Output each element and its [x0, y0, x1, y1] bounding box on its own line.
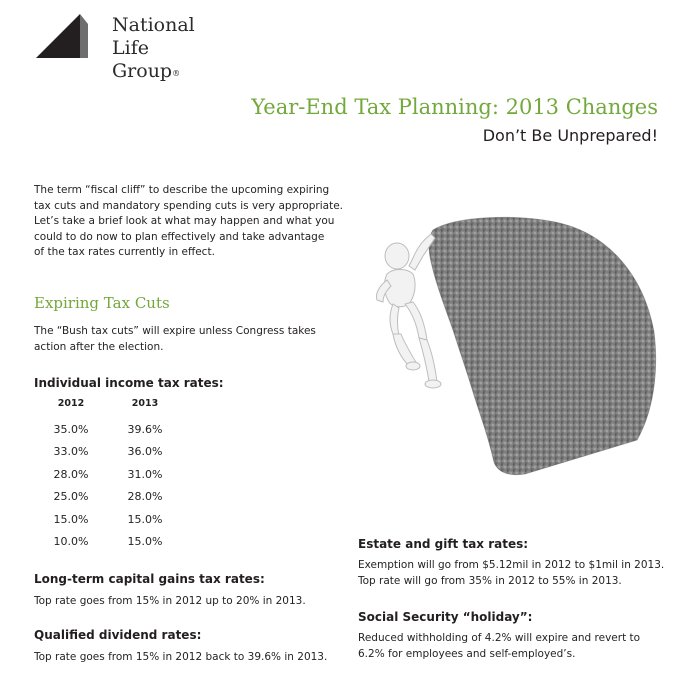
registered-mark: ®	[172, 69, 181, 78]
intro-line: Let’s take a brief look at what may happen and what you	[34, 215, 335, 227]
capital-gains-text: Top rate goes from 15% in 2012 up to 20% in 2013.	[34, 595, 306, 607]
social-security-line: Reduced withholding of 4.2% will expire and revert to	[358, 632, 641, 644]
cliff-illustration	[375, 212, 660, 487]
rate-2013: 15.0%	[127, 512, 163, 526]
social-security-heading: Social Security “holiday”:	[358, 610, 533, 624]
logo-mark-icon	[36, 12, 106, 60]
table-row	[34, 531, 184, 554]
table-row	[34, 508, 184, 531]
intro-line: tax cuts and mandatory spending cuts is very appropriate.	[34, 199, 344, 212]
rate-2012: 15.0%	[53, 512, 89, 526]
table-header	[34, 398, 184, 418]
logo	[36, 12, 236, 82]
logo-line2-text: Group	[112, 60, 173, 82]
rate-2012: 10.0%	[53, 535, 89, 549]
dividends-text: Top rate goes from 15% in 2012 back to 39.6% in 2013.	[34, 651, 328, 663]
intro-line: of the tax rates currently in effect.	[34, 246, 215, 258]
rate-2012: 28.0%	[53, 467, 89, 481]
expiring-line: action after the election.	[34, 340, 164, 353]
estate-paragraph	[358, 558, 673, 589]
rate-2013: 28.0%	[127, 490, 163, 504]
page-subtitle: Don’t Be Unprepared!	[482, 126, 658, 145]
income-rates-heading: Individual income tax rates:	[34, 376, 224, 390]
logo-line2	[112, 60, 236, 83]
table-row	[34, 486, 184, 509]
rate-2013: 39.6%	[127, 422, 163, 436]
rate-2012: 33.0%	[53, 445, 89, 459]
col-2013: 2013	[131, 398, 159, 409]
logo-line1: National Life	[112, 14, 195, 59]
expiring-line: The “Bush tax cuts” will expire unless Congress takes	[34, 325, 316, 337]
col-2012: 2012	[57, 398, 85, 409]
social-security-line: 6.2% for employees and self-employed’s.	[358, 647, 576, 660]
page-title: Year-End Tax Planning: 2013 Changes	[251, 95, 658, 119]
table-row	[34, 463, 184, 486]
income-rates-table	[34, 398, 184, 553]
table-row	[34, 441, 184, 464]
rate-2013: 36.0%	[127, 445, 163, 459]
dividends-heading: Qualified dividend rates:	[34, 628, 202, 642]
rate-2013: 15.0%	[127, 535, 163, 549]
capital-gains-heading: Long-term capital gains tax rates:	[34, 572, 265, 586]
section-heading-expiring: Expiring Tax Cuts	[34, 294, 170, 312]
estate-line: Exemption will go from $5.12mil in 2012 to $1mil in 2013.	[358, 559, 665, 571]
intro-line: could to do now to plan effectively and take advantage	[34, 230, 325, 243]
rate-2013: 31.0%	[127, 467, 163, 481]
logo-text	[112, 14, 236, 83]
intro-line: The term “fiscal cliff” to describe the upcoming expiring	[34, 184, 330, 196]
rock-cliff-icon	[429, 217, 656, 474]
intro-paragraph	[34, 183, 354, 261]
rate-2012: 35.0%	[53, 422, 89, 436]
social-security-paragraph	[358, 631, 673, 662]
estate-heading: Estate and gift tax rates:	[358, 537, 529, 551]
expiring-paragraph	[34, 324, 354, 355]
rate-2012: 25.0%	[53, 490, 89, 504]
table-row	[34, 418, 184, 441]
estate-line: Top rate will go from 35% in 2012 to 55% in 2013.	[358, 574, 622, 587]
